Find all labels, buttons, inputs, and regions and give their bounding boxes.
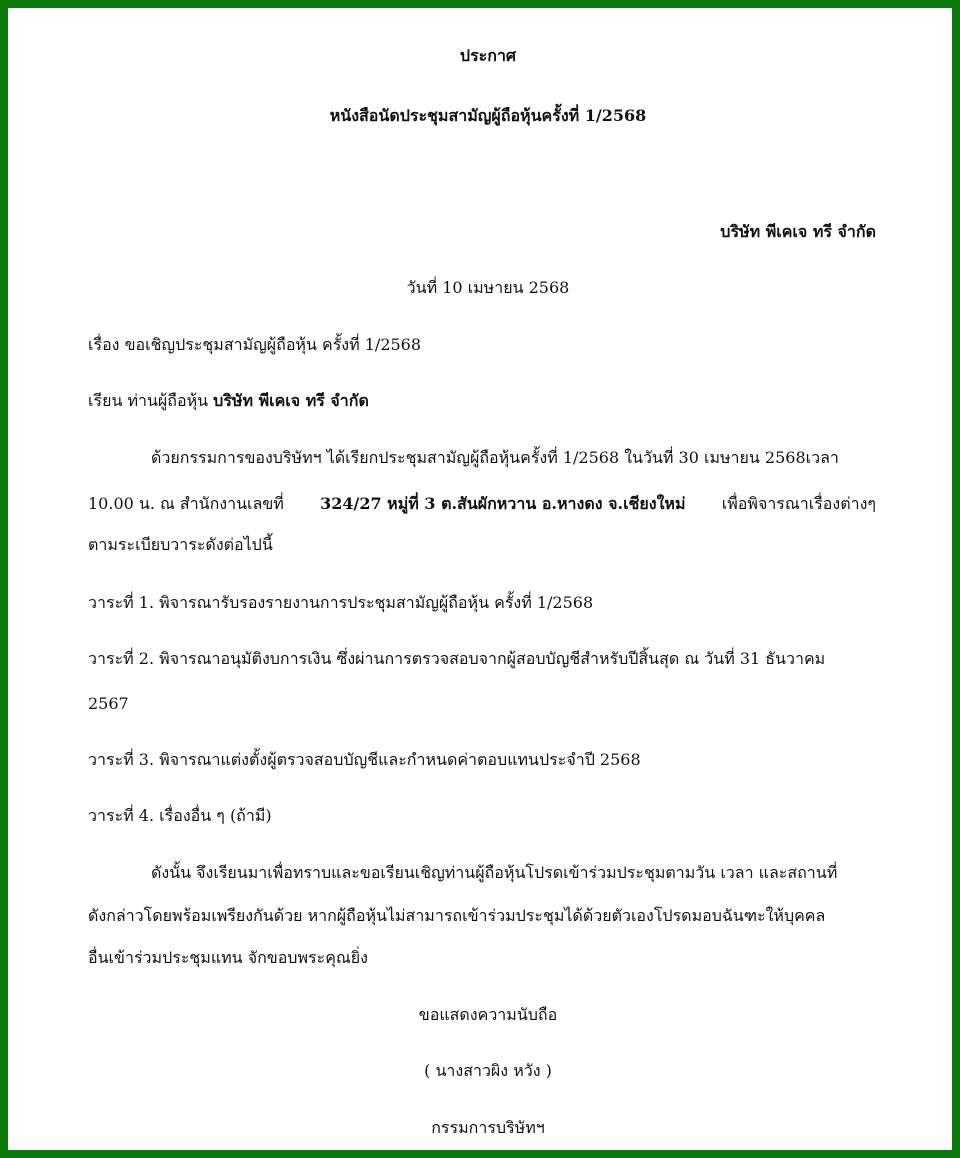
document-subheading: หนังสือนัดประชุมสามัญผู้ถือหุ้นครั้งที่ 1/2568 (329, 106, 647, 125)
intro-line-1: ด้วยกรรมการของบริษัทฯ ได้เรียกประชุมสามัญผู้ถือหุ้นครั้งที่ 1/2568 ในวันที่ 30 เมษายน 2568เวลา (151, 448, 839, 467)
signer-title: กรรมการบริษัทฯ (431, 1118, 545, 1137)
agenda-item-2: วาระที่ 2. พิจารณาอนุมัติงบการเงิน ซึ่งผ่านการตรวจสอบจากผู้สอบบัญชีสำหรับปีสิ้นสุด ณ วันที่ 31 ธันวาคม (88, 649, 826, 668)
intro-time: 10.00 น. ณ สำนักงานเลขที่ (88, 494, 284, 513)
announcement-document (16, 16, 960, 1158)
document-heading: ประกาศ (459, 46, 517, 65)
intro-purpose: เพื่อพิจารณาเรื่องต่างๆ (721, 494, 876, 513)
regards-line: ขอแสดงความนับถือ (418, 1005, 558, 1024)
company-name: บริษัท พีเคเจ ทรี จำกัด (720, 222, 876, 241)
intro-line-3: ตามระเบียบวาระดังต่อไปนี้ (88, 535, 273, 554)
agenda-item-1: วาระที่ 1. พิจารณารับรองรายงานการประชุมสามัญผู้ถือหุ้น ครั้งที่ 1/2568 (88, 593, 594, 612)
intro-address: 324/27 หมู่ที่ 3 ต.สันผักหวาน อ.หางดง จ.เชียงใหม่ (320, 494, 686, 513)
recipient-company: บริษัท พีเคเจ ทรี จำกัด (213, 391, 369, 410)
document-date: วันที่ 10 เมษายน 2568 (406, 278, 570, 297)
recipient-prefix: เรียน ท่านผู้ถือหุ้น (88, 391, 214, 410)
closing-line-3: อื่นเข้าร่วมประชุมแทน จักขอบพระคุณยิ่ง (88, 948, 368, 967)
agenda-item-4: วาระที่ 4. เรื่องอื่น ๆ (ถ้ามี) (88, 806, 272, 825)
closing-line-1: ดังนั้น จึงเรียนมาเพื่อทราบและขอเรียนเชิญท่านผู้ถือหุ้นโปรดเข้าร่วมประชุมตามวัน เวลา และสถานที่ (151, 863, 838, 882)
subject-line: เรื่อง ขอเชิญประชุมสามัญผู้ถือหุ้น ครั้งที่ 1/2568 (88, 335, 422, 354)
recipient-line (88, 390, 369, 412)
agenda-item-3: วาระที่ 3. พิจารณาแต่งตั้งผู้ตรวจสอบบัญชีและกำหนดค่าตอบแทนประจำปี 2568 (88, 750, 641, 769)
signer-name: ( นางสาวผิง หวัง ) (424, 1061, 552, 1080)
intro-line-2 (88, 493, 876, 515)
agenda-item-2-continued: 2567 (88, 694, 129, 713)
closing-line-2: ดังกล่าวโดยพร้อมเพรียงกันด้วย หากผู้ถือหุ้นไม่สามารถเข้าร่วมประชุมได้ด้วยตัวเองโปรดมอบฉันฑะให้บุคคล (88, 906, 826, 925)
